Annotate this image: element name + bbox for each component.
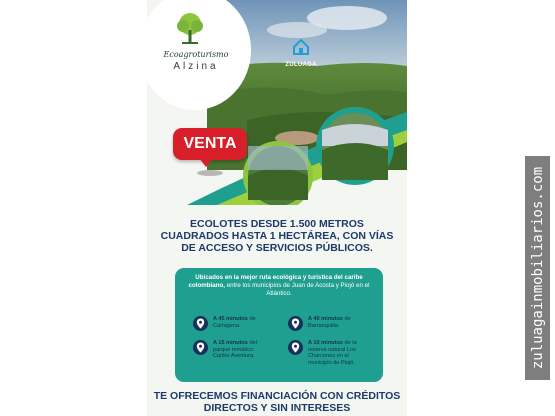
headline: ECOLOTES DESDE 1.500 METROS CUADRADOS HASTA 1 HECTÁREA, CON VÍAS DE ACCESO Y SERVICIOS PÚBLICOS. [160,218,394,254]
tile-rest: del parque temático Caribe Aventura. [213,340,257,359]
website-url: zuluagainmobiliarios.com [529,166,546,370]
sale-badge-tail [199,158,213,167]
location-tile [193,316,271,331]
sale-badge-shadow [197,170,223,176]
location-pin-icon [288,340,303,355]
financing-footer: TE OFRECEMOS FINANCIACIÓN CON CRÉDITOS DIRECTOS Y SIN INTERESES [153,390,401,414]
location-tile [288,316,366,331]
tile-bold: A 15 minutos [213,340,248,346]
website-watermark [525,156,550,380]
tile-bold: A 40 minutos [308,316,343,322]
location-pin-icon [288,316,303,331]
tile-bold: A 45 minutos [213,316,248,322]
tile-bold: A 10 minutos [308,340,343,346]
tile-text [308,316,366,329]
tile-rest: de la reserva natural Los Charcones en el municipio de Piojó. [308,340,357,366]
logo-name: Alzina [173,61,219,72]
location-tile [288,340,366,366]
info-intro [183,274,375,298]
info-intro-rest: entre los municipios de Juan de Acosta y Piojó en el Atlántico. [224,282,370,297]
info-panel [175,268,383,382]
sale-badge: VENTA [173,128,247,160]
tile-rest: de Barranquilla. [308,316,351,329]
logo-script-text: Ecoagroturismo [163,50,229,59]
brand-name: ZULUAGA [285,62,317,68]
location-pin-icon [193,316,208,331]
location-tile [193,340,271,360]
tile-text [213,340,271,360]
location-pin-icon [193,340,208,355]
tree-icon [173,12,207,46]
tile-text [213,316,271,329]
tile-text [308,340,366,366]
flyer [147,0,407,416]
zuluaga-logo [283,38,319,68]
tile-rest: de Cartagena. [213,316,256,329]
house-logo-icon [292,38,310,56]
info-intro-bold: Ubicados en la mejor ruta ecológica y turística del caribe colombiano, [188,274,363,289]
